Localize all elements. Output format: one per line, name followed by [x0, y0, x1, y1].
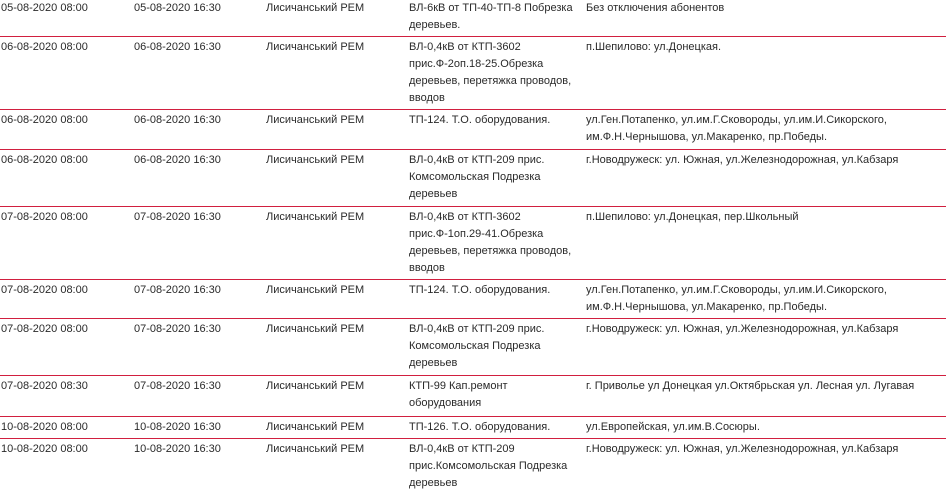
address-cell: Без отключения абонентов	[586, 2, 725, 14]
end-time-cell: 07-08-2020 16:30	[134, 284, 221, 296]
rem-cell: Лисичанський РЕМ	[266, 421, 365, 433]
work-description-cell: ТП-124. Т.О. оборудования.	[409, 114, 551, 126]
address-cell: г.Новодружеск: ул. Южная, ул.Железнодорожная, ул.Кабзаря	[586, 323, 899, 335]
table-row	[0, 37, 946, 110]
end-time-cell: 07-08-2020 16:30	[134, 211, 221, 223]
rem-cell: Лисичанський РЕМ	[266, 284, 365, 296]
start-time-cell: 06-08-2020 08:00	[1, 154, 88, 166]
work-description-cell: ТП-124. Т.О. оборудования.	[409, 284, 551, 296]
start-time-cell: 07-08-2020 08:30	[1, 380, 88, 392]
rem-cell: Лисичанський РЕМ	[266, 323, 365, 335]
work-description-cell: ВЛ-0,4кВ от КТП-3602 прис.Ф-1оп.29-41.Обрезка деревьев, перетяжка проводов, вводов	[409, 211, 572, 274]
rem-cell: Лисичанський РЕМ	[266, 211, 365, 223]
start-time-cell: 07-08-2020 08:00	[1, 323, 88, 335]
rem-cell: Лисичанський РЕМ	[266, 154, 365, 166]
table-row	[0, 280, 946, 319]
end-time-cell: 06-08-2020 16:30	[134, 154, 221, 166]
table-row	[0, 150, 946, 207]
address-cell: ул.Ген.Потапенко, ул.им.Г.Сковороды, ул.им.И.Сикорского, им.Ф.Н.Чернышова, ул.Макаренко, пр.Победы.	[586, 284, 887, 313]
work-description-cell: КТП-99 Кап.ремонт оборудования	[409, 380, 508, 409]
address-cell: ул.Ген.Потапенко, ул.им.Г.Сковороды, ул.им.И.Сикорского, им.Ф.Н.Чернышова, ул.Макаренко, пр.Победы.	[586, 114, 887, 143]
table-row	[0, 0, 946, 37]
table-row	[0, 110, 946, 150]
table-row	[0, 376, 946, 417]
start-time-cell: 06-08-2020 08:00	[1, 41, 88, 53]
start-time-cell: 07-08-2020 08:00	[1, 284, 88, 296]
end-time-cell: 05-08-2020 16:30	[134, 2, 221, 14]
table-row	[0, 319, 946, 376]
table-row	[0, 439, 946, 495]
end-time-cell: 10-08-2020 16:30	[134, 443, 221, 455]
start-time-cell: 10-08-2020 08:00	[1, 421, 88, 433]
end-time-cell: 06-08-2020 16:30	[134, 41, 221, 53]
work-description-cell: ВЛ-6кВ от ТП-40-ТП-8 Побрезка деревьев.	[409, 2, 573, 31]
end-time-cell: 07-08-2020 16:30	[134, 380, 221, 392]
address-cell: п.Шепилово: ул.Донецкая, пер.Школьный	[586, 211, 799, 223]
end-time-cell: 07-08-2020 16:30	[134, 323, 221, 335]
table-row	[0, 207, 946, 280]
end-time-cell: 06-08-2020 16:30	[134, 114, 221, 126]
end-time-cell: 10-08-2020 16:30	[134, 421, 221, 433]
work-description-cell: ВЛ-0,4кВ от КТП-209 прис.Комсомольская Подрезка деревьев	[409, 443, 568, 489]
table-row	[0, 417, 946, 439]
work-description-cell: ТП-126. Т.О. оборудования.	[409, 421, 551, 433]
rem-cell: Лисичанський РЕМ	[266, 380, 365, 392]
start-time-cell: 05-08-2020 08:00	[1, 2, 88, 14]
address-cell: г.Новодружеск: ул. Южная, ул.Железнодорожная, ул.Кабзаря	[586, 154, 899, 166]
address-cell: ул.Европейская, ул.им.В.Сосюры.	[586, 421, 760, 433]
address-cell: г.Новодружеск: ул. Южная, ул.Железнодорожная, ул.Кабзаря	[586, 443, 899, 455]
start-time-cell: 06-08-2020 08:00	[1, 114, 88, 126]
work-description-cell: ВЛ-0,4кВ от КТП-3602 прис.Ф-2оп.18-25.Обрезка деревьев, перетяжка проводов, вводов	[409, 41, 572, 104]
rem-cell: Лисичанський РЕМ	[266, 41, 365, 53]
start-time-cell: 07-08-2020 08:00	[1, 211, 88, 223]
rem-cell: Лисичанський РЕМ	[266, 443, 365, 455]
start-time-cell: 10-08-2020 08:00	[1, 443, 88, 455]
work-description-cell: ВЛ-0,4кВ от КТП-209 прис. Комсомольская Подрезка деревьев	[409, 323, 545, 369]
rem-cell: Лисичанський РЕМ	[266, 2, 365, 14]
rem-cell: Лисичанський РЕМ	[266, 114, 365, 126]
address-cell: г. Приволье ул Донецкая ул.Октябрьская ул. Лесная ул. Лугавая	[586, 380, 915, 392]
address-cell: п.Шепилово: ул.Донецкая.	[586, 41, 722, 53]
work-description-cell: ВЛ-0,4кВ от КТП-209 прис. Комсомольская Подрезка деревьев	[409, 154, 545, 200]
